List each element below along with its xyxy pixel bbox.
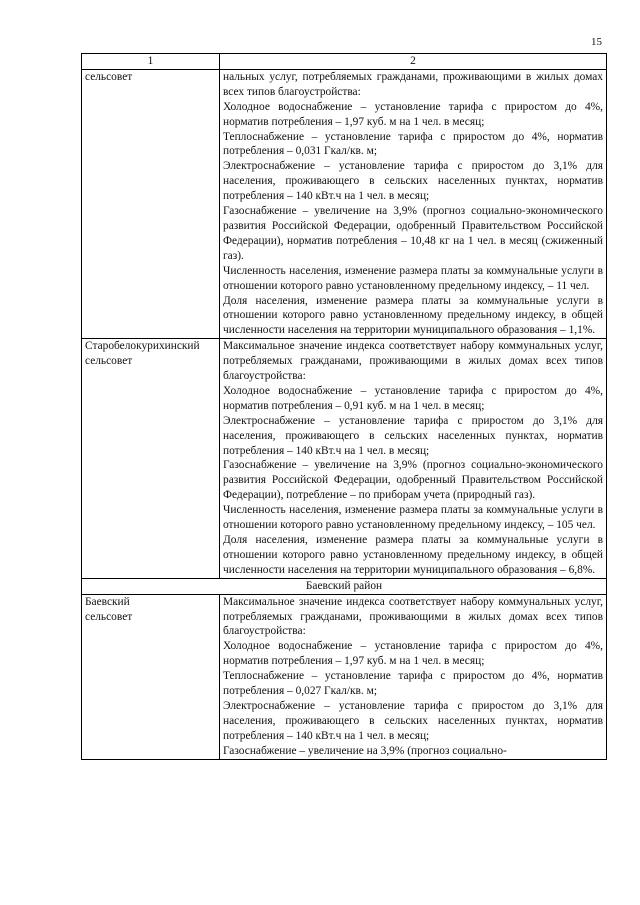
- paragraph: Электроснабжение – установление тарифа с приростом до 3,1% для населения, проживающего в сельских населенных пунктах, норматив потребления – 140 кВт.ч на 1 чел. в месяц;: [223, 414, 603, 457]
- table-header-row: [82, 54, 607, 70]
- paragraph: Численность населения, изменение размера платы за коммунальные услуги в отношении которого равно установленному предельному индексу, – 105 чел.: [223, 504, 603, 532]
- tariff-description: [220, 594, 607, 759]
- paragraph: Газоснабжение – увеличение на 3,9% (прогноз социально-экономического развития Российской Федерации, одобренный Правительством Российской Федерации), потребление – по приборам учета (природный газ).: [223, 459, 603, 502]
- paragraph: Максимальное значение индекса соответствует набору коммунальных услуг, потребляемых гражданами, проживающими в жилых домах всех типов благоустройства:: [223, 595, 603, 638]
- tariff-table: [81, 53, 607, 760]
- column-header-2: 2: [220, 54, 607, 70]
- municipality-name: [82, 594, 220, 759]
- paragraph: Теплоснабжение – установление тарифа с приростом до 4%, норматив потребления – 0,031 Гкал/кв. м;: [223, 130, 603, 158]
- region-title: Баевский район: [82, 578, 607, 594]
- paragraph: нальных услуг, потребляемых гражданами, проживающими в жилых домах всех типов благоустройства:: [223, 70, 603, 98]
- column-header-1: 1: [82, 54, 220, 70]
- table-row: [82, 69, 607, 338]
- table-row: [82, 339, 607, 579]
- paragraph: Газоснабжение – увеличение на 3,9% (прогноз социально-экономического развития Российской Федерации, одобренный Правительством Российской Федерации), норматив потребления – 10,48 кг на 1 чел. в месяц (сжиженный газ).: [223, 205, 603, 262]
- paragraph: Газоснабжение – увеличение на 3,9% (прогноз социально-: [223, 744, 507, 757]
- paragraph: Максимальное значение индекса соответствует набору коммунальных услуг, потребляемых гражданами, проживающими в жилых домах всех типов благоустройства:: [223, 340, 603, 383]
- paragraph: Численность населения, изменение размера платы за коммунальные услуги в отношении которого равно установленному предельному индексу, – 11 чел.: [223, 264, 603, 292]
- municipality-name: Старобелокурихинский сельсовет: [82, 339, 220, 579]
- page-number: 15: [591, 36, 602, 48]
- paragraph: Теплоснабжение – установление тарифа с приростом до 4%, норматив потребления – 0,027 Гкал/кв. м;: [223, 670, 603, 698]
- paragraph: Электроснабжение – установление тарифа с приростом до 3,1% для населения, проживающего в сельских населенных пунктах, норматив потребления – 140 кВт.ч на 1 чел. в месяц;: [223, 699, 603, 742]
- table-row: [82, 594, 607, 759]
- paragraph: Холодное водоснабжение – установление тарифа с приростом до 4%, норматив потребления – 0,91 куб. м на 1 чел. в месяц;: [223, 384, 603, 412]
- region-header-row: [82, 578, 607, 594]
- municipality-name-line: сельсовет: [85, 610, 133, 623]
- paragraph: Холодное водоснабжение – установление тарифа с приростом до 4%, норматив потребления – 1,97 куб. м на 1 чел. в месяц;: [223, 100, 603, 128]
- tariff-description: [220, 69, 607, 338]
- paragraph: Холодное водоснабжение – установление тарифа с приростом до 4%, норматив потребления – 1,97 куб. м на 1 чел. в месяц;: [223, 640, 603, 668]
- paragraph: Доля населения, изменение размера платы за коммунальные услуги в отношении которого равно установленному предельному индексу, в общей численности населения на территории муниципального образования – 1,1%.: [223, 294, 603, 337]
- municipality-name-line: Баевский: [85, 595, 130, 608]
- municipality-name: сельсовет: [82, 69, 220, 338]
- paragraph: Электроснабжение – установление тарифа с приростом до 3,1% для населения, проживающего в сельских населенных пунктах, норматив потребления – 140 кВт.ч на 1 чел. в месяц;: [223, 160, 603, 203]
- tariff-description: [220, 339, 607, 579]
- paragraph: Доля населения, изменение размера платы за коммунальные услуги в отношении которого равно установленному предельному индексу, в общей численности населения на территории муниципального образования – 6,8%.: [223, 534, 603, 576]
